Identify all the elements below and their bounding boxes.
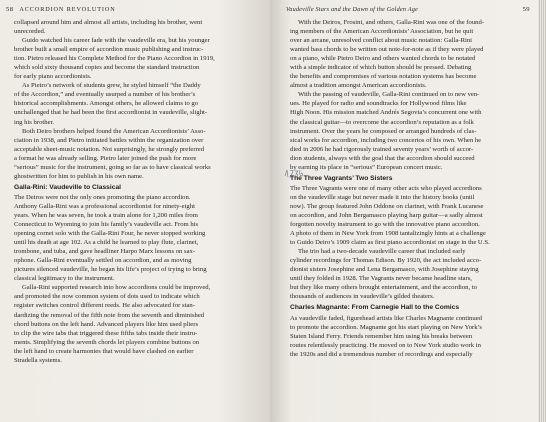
text-line: until they folded in 1928. The Vagrants never became headline stars, (290, 275, 472, 283)
text-line: almost a tradition amongst American accordionists. (290, 82, 427, 90)
text-line: now). The group featured John Oddone on clarinet, with Frank Lucanese (290, 202, 484, 210)
right-page (270, 0, 538, 422)
text-line: classical legitimacy to the instrument. (14, 275, 115, 283)
text-line: brother built a small empire of accordion music publishing and instruc- (14, 46, 204, 54)
left-page (0, 0, 270, 422)
text-line: for early piano accordionists. (14, 73, 92, 81)
text-line: ghostwritten for him to publish in his own name. (14, 172, 144, 180)
text-line: The Three Vagrants were one of many other acts who played accordions (290, 184, 482, 192)
text-line: and promoted the now common system of dots used to indicate which (14, 293, 200, 301)
text-line: by earning its place in “serious” European concert music. (290, 163, 443, 171)
text-line: Staten Island Ferry. Friends remember him using his breaks between (290, 332, 473, 340)
text-line: As Pietro’s network of students grew, he styled himself “the Daddy (22, 82, 201, 90)
text-line: ues. He played for radio and soundtracks for Hollywood films like (290, 100, 467, 108)
text-line: which sold sixty thousand copies and become the standard instruction (14, 64, 200, 72)
text-line: Both Deiro brothers helped found the American Accordionists’ Asso- (22, 127, 206, 135)
text-line: unrecorded. (14, 28, 46, 36)
three-vagrants-paragraphs (290, 184, 526, 302)
running-head-left (6, 6, 116, 13)
text-line: ciation in 1938, and Pietro initiated battles within the organization over (14, 136, 204, 144)
text-line: on the vaudeville stage but never made it into the history books (until (290, 193, 475, 201)
text-line: but they like many others brought entertainment, and the accordion, to (290, 284, 477, 292)
text-line: with a simple indicator of which button should be pressed. Debating (290, 64, 472, 72)
text-line: Anthony Galla-Rini was a professional accordionist for ninety-eight (14, 202, 195, 210)
text-line: ophone. Galla-Rini eventually settled on accordion, and as moving (14, 257, 192, 265)
text-line: died in 2006 he had rigorously trained seventy years’ worth of accor- (290, 145, 474, 153)
text-line: sical works for accordion, including two concertos of his own. When he (290, 136, 482, 144)
text-line: With the Deiros, Frosini, and others, Galla-Rini was one of the found- (298, 19, 485, 26)
text-line: chord buttons on the left hand. Advanced players like him used pliers (14, 320, 199, 328)
running-head-right (286, 6, 530, 13)
section-heading-galla-rini: Galla-Rini: Vaudeville to Classical (14, 183, 122, 191)
text-line: dardizing the removal of the fifth note from the seventh and diminished (14, 311, 205, 319)
text-line: the classical guitar—to overcome the accordion’s reputation as a folk (290, 118, 474, 126)
text-line: cylinder recordings for Thomas Edison. By 1920, the act included acco- (290, 257, 482, 265)
text-line: Guido watched his career fade with the vaudeville era, but his younger (22, 37, 210, 45)
text-line: to clip the wire tabs that triggered these fifths tabs inside their instru- (14, 329, 198, 337)
text-line: register switches control different reeds. He also advocated for stan- (14, 302, 195, 310)
text-line: thousands of audiences in vaudeville’s gilded theaters. (290, 293, 435, 301)
text-line: The Deiros were not the only ones promoting the piano accordion. (14, 193, 191, 201)
text-line: Galla-Rini supported research into how accordions could be improved, (22, 284, 211, 292)
text-line: to Guido Deiro’s 1909 claim as first piano accordionist on stage in the U.S. (290, 239, 490, 247)
text-line: pictures silenced vaudeville, he began his life’s project of trying to bring (14, 266, 207, 274)
section-heading-three-vagrants: The Three Vagrants’ Two Sisters (290, 174, 393, 182)
text-line: unchallenged that he had been the first accordionist in vaudeville, slight- (14, 109, 208, 117)
text-line: the 1920s and did a tremendous number of recordings and especially (290, 350, 473, 358)
text-line: a format he was already selling. Pietro later joined the push for more (14, 154, 197, 162)
text-line: over an arcane, unresolved conflict about music notation: Galla-Rini (290, 37, 473, 45)
text-line: With the passing of vaudeville, Galla-Rini continued on to new ven- (298, 91, 480, 99)
text-line: to promote the accordion. Magnante got his start playing on New York’s (290, 323, 482, 331)
charles-magnante-paragraphs (290, 314, 526, 359)
page-edges (538, 0, 546, 422)
text-line: forgotten novelty instrument to go with the innovative piano accordion. (290, 221, 480, 229)
running-head-title-right: Vaudeville Stars and the Dawn of the Golden Age (286, 6, 418, 13)
right-text-column (290, 18, 526, 359)
text-line: acceptable sheet-music notation. Not surprisingly, he strongly preferred (14, 145, 205, 153)
left-section-paragraphs (14, 193, 258, 365)
left-text-column (14, 18, 258, 365)
text-line: tion. Pietro released his Complete Method for the Piano Accordion in 1919, (14, 55, 215, 63)
running-head-title-left: ACCORDION REVOLUTION (19, 6, 116, 13)
text-line: opening cornet solo with the Galla-Rini Four, he never stopped working (14, 230, 206, 238)
right-paragraphs (290, 18, 526, 172)
text-line: High Noon. His mission matched Andrés Segovia’s concurrent one with (290, 109, 482, 117)
text-line: the benefits and compromises of various notation systems has become (290, 73, 477, 81)
text-line: ing members of the American Accordionists’ Association, but he quit (290, 28, 474, 36)
text-line: years. When he was seven, he took a train alone for 1,200 miles from (14, 211, 198, 219)
text-line: on a piano, while Pietro Deiro and others wanted chords to be notated (290, 55, 476, 63)
text-line: collapsed around him and almost all artists, including his brother, went (14, 19, 203, 26)
page-number-left: 58 (6, 6, 14, 13)
text-line: of the Accordion,” and eventually usurped a number of his brother’s (14, 91, 196, 99)
text-line: “serious” music for the instrument, going so far as to have classical works (14, 163, 211, 171)
text-line: dion students, always with the goal that the accordion should succeed (290, 154, 475, 162)
text-line: ing his brother. (14, 118, 55, 126)
text-line: Stradella systems. (14, 356, 62, 364)
section-heading-charles-magnante: Charles Magnante: From Carnegie Hall to the Comics (290, 304, 460, 312)
text-line: routes relentlessly practicing. He moved on to New York studio work in (290, 341, 481, 349)
page-number-right: 59 (522, 6, 530, 13)
text-line: trombone, and tuba, and gave headliner Harpo Marx lessons on sax- (14, 248, 196, 256)
text-line: on accordion, and John Bergamasco playing harp guitar—a sadly almost (290, 211, 483, 219)
text-line: ments. Simplifying the seventh chords let players combine buttons on (14, 338, 200, 346)
left-paragraphs (14, 18, 258, 181)
text-line: the left hand to create harmonies that would have clashed on earlier (14, 347, 194, 355)
text-line: dionist sisters Josephine and Lena Bergamasco, with Josephine staying (290, 266, 479, 274)
text-line: A photo of them in New York from 1908 tantalizingly hints at a challenge (290, 230, 486, 238)
text-line: Connecticut to Wyoming to join his family’s vaudeville act. From his (14, 221, 199, 229)
text-line: until his death at age 102. As a child he learned to play flute, clarinet, (14, 239, 199, 247)
text-line: As vaudeville faded, figurehead artists like Charles Magnante continued (290, 314, 482, 322)
text-line: instrument. Over the years he composed or arranged hundreds of clas- (290, 127, 477, 135)
text-line: historical accomplishments. Amongst others, he allowed claims to go (14, 100, 199, 108)
text-line: wanted bass chords to be written out note-for-note as if they were played (290, 46, 484, 54)
text-line: The trio had a two-decade vaudeville career that included early (298, 248, 466, 256)
